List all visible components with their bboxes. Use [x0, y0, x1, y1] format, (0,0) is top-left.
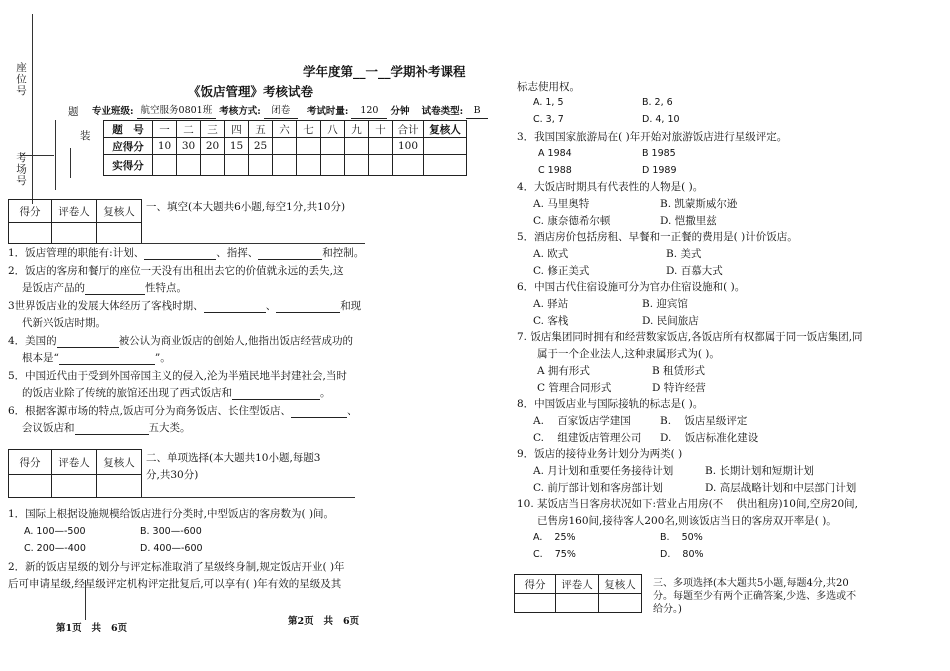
q6-text-c: 会议饭店和 — [22, 422, 75, 434]
q3-text-c: 和现 — [340, 300, 362, 312]
q1-text-c: 和控制。 — [322, 247, 365, 259]
q6-text-d: 五大类。 — [148, 422, 191, 434]
grader-cell[interactable] — [97, 475, 142, 498]
mc-q8-option-a[interactable]: A. 百家饭店学建国 — [533, 415, 631, 427]
mc-q3-stem: 3．我国国家旅游局在( )年开始对旅游饭店进行星级评定。 — [517, 131, 788, 143]
grader-cell[interactable] — [52, 223, 97, 244]
grader-marker-label: 评卷人 — [52, 200, 97, 223]
section2-rule — [140, 497, 355, 498]
mc-q5-option-a[interactable]: A. 欧式 — [533, 248, 569, 260]
mc-q6-option-b[interactable]: B. 迎宾馆 — [642, 298, 688, 310]
grader-marker-label: 评卷人 — [52, 450, 97, 475]
mode-value: 闭卷 — [264, 104, 298, 119]
mc-q10-stem-b: 已售房160间,接待客人200名,则该饭店当日的客房双开率是( )。 — [537, 515, 837, 527]
header-cell: 五 — [249, 121, 273, 138]
blank[interactable] — [276, 312, 340, 313]
score-cell: 25 — [249, 138, 273, 155]
mc-q9-option-a[interactable]: A. 月计划和重要任务接待计划 — [533, 465, 674, 477]
mc-q7-option-c[interactable]: C 管理合同形式 — [537, 382, 612, 394]
q5-text-c: 。 — [320, 387, 331, 399]
exam-subtitle: 《饭店管理》考核试卷 — [188, 84, 314, 99]
mc-q7-stem-a: 7. 饭店集团同时拥有和经营数家饭店,各饭店所有权都属于同一饭店集团,同 — [517, 331, 863, 343]
mc-q10-option-b[interactable]: B. 50% — [660, 532, 703, 543]
q4-text-b: 被公认为商业饭店的创始人,他指出饭店经营成功的 — [118, 335, 354, 347]
mc-q9-stem: 9．饭店的接待业务计划分为两类( ) — [517, 448, 683, 460]
q4-text-d: ”。 — [154, 352, 171, 364]
score-header-row — [104, 121, 467, 138]
fill-q5a: 5．中国近代由于受到外国帝国主义的侵入,沦为半殖民地半封建社会,当时 — [8, 370, 347, 382]
q4-text-a: 4．美国的 — [8, 335, 57, 347]
grader-reviewer-label: 复核人 — [97, 200, 142, 223]
type-value: B — [466, 104, 488, 119]
mc-q8-option-c[interactable]: C. 组建饭店管理公司 — [533, 432, 642, 444]
grader-score-label: 得分 — [9, 450, 52, 475]
mc-q9-option-b[interactable]: B. 长期计划和短期计划 — [705, 465, 814, 477]
grader-cell[interactable] — [556, 594, 599, 613]
mc-q6-option-c[interactable]: C. 客栈 — [533, 315, 569, 327]
time-unit: 分钟 — [390, 106, 410, 117]
fill-q2b — [22, 281, 187, 295]
section3-heading-a: 三、多项选择(本大题共5小题,每题4分,共20 — [653, 578, 849, 589]
mc-q4-option-c[interactable]: C. 康奈德希尔顿 — [533, 215, 611, 227]
q4-text-c: 根本是“ — [22, 352, 59, 364]
score-cell[interactable] — [424, 155, 467, 176]
exam-info-line — [92, 104, 488, 119]
score-cell: 30 — [177, 138, 201, 155]
binding-ti: 题 — [68, 106, 79, 118]
header-cell: 十 — [369, 121, 393, 138]
binding-line-2 — [55, 120, 56, 190]
mc-q6-option-d[interactable]: D. 民间旅店 — [642, 315, 699, 327]
mc-q10-option-a[interactable]: A. 25% — [533, 532, 576, 543]
mc-q6-option-a[interactable]: A. 驿站 — [533, 298, 569, 310]
grader-cell[interactable] — [52, 475, 97, 498]
grader-cell[interactable] — [515, 594, 556, 613]
mc-q4-option-d[interactable]: D. 恺撒里兹 — [660, 215, 717, 227]
q3-text-b: 、 — [265, 300, 277, 312]
mc-q10-option-d[interactable]: D. 80% — [660, 549, 704, 560]
binding-line — [32, 14, 33, 204]
grader-score-label: 得分 — [515, 575, 556, 594]
score-cell[interactable] — [225, 155, 249, 176]
time-value: 120 — [351, 104, 387, 119]
score-cell[interactable] — [297, 155, 321, 176]
fill-q4a — [8, 334, 353, 348]
score-cell — [345, 138, 369, 155]
header-cell: 四 — [225, 121, 249, 138]
score-cell: 20 — [201, 138, 225, 155]
mc-q2-option-d[interactable]: D. 4, 10 — [642, 114, 680, 125]
grader-reviewer-label: 复核人 — [97, 450, 142, 475]
fill-q5b — [22, 386, 331, 400]
binding-line-3 — [70, 148, 71, 178]
mc-q5-option-c[interactable]: C. 修正美式 — [533, 265, 590, 277]
mc-q4-stem: 4．大饭店时期具有代表性的人物是( )。 — [517, 181, 704, 193]
mc-q8-stem: 8．中国饭店业与国际接轨的标志是( )。 — [517, 398, 704, 410]
fill-q1 — [8, 246, 364, 260]
blank[interactable] — [258, 259, 322, 260]
header-cell: 题 号 — [104, 121, 153, 138]
mc-q1-option-d[interactable]: D. 400—-600 — [140, 543, 203, 554]
q1-text-a: 1．饭店管理的职能有:计划、 — [8, 247, 145, 259]
blank[interactable] — [85, 294, 145, 295]
fill-q4b — [22, 351, 171, 365]
section2-heading-b: 分,共30分) — [146, 469, 199, 481]
mc-q8-option-b[interactable]: B. 饭店星级评定 — [660, 415, 748, 427]
q5-text-b: 的饭店业除了传统的旅馆还出现了西式饭店和 — [22, 387, 232, 399]
blank[interactable] — [59, 364, 155, 365]
mc-q9-option-d[interactable]: D. 高层战略计划和中层部门计划 — [705, 482, 857, 494]
mc-q2-option-b[interactable]: B. 2, 6 — [642, 97, 673, 108]
score-table — [103, 120, 467, 176]
score-cell[interactable] — [153, 155, 177, 176]
blank[interactable] — [144, 259, 216, 260]
score-cell: 15 — [225, 138, 249, 155]
blank[interactable] — [291, 417, 347, 418]
header-cell: 六 — [273, 121, 297, 138]
section3-heading-b: 分。每题至少有两个正确答案,少选、多选或不 — [653, 591, 857, 602]
mc-q7-stem-b: 属于一个企业法人,这种隶属形式为( )。 — [537, 348, 720, 360]
q2-text-b: 是饭店产品的 — [22, 282, 85, 294]
score-cell — [321, 138, 345, 155]
grader-marker-label: 评卷人 — [556, 575, 599, 594]
mc-q2-stem-b: 后可申请星级,经星级评定机构评定批复后,可以享有( )年有效的星级及其 — [8, 578, 342, 590]
score-cell[interactable] — [177, 155, 201, 176]
section3-heading-c: 给分。) — [653, 604, 682, 615]
blank[interactable] — [204, 312, 266, 313]
score-cell: 10 — [153, 138, 177, 155]
row-label: 应得分 — [104, 138, 153, 155]
score-cell[interactable] — [321, 155, 345, 176]
q1-text-b: 、指挥、 — [216, 247, 259, 259]
type-label: 试卷类型: — [421, 106, 464, 117]
grader-reviewer-label: 复核人 — [599, 575, 642, 594]
exam-title: 学年度第__一__学期补考课程 — [303, 64, 466, 79]
fill-q6b — [22, 421, 191, 435]
fill-q3a — [8, 299, 361, 313]
mc-q9-option-c[interactable]: C. 前厅部计划和客房部计划 — [533, 482, 663, 494]
mc-q3-option-d[interactable]: D 1989 — [642, 165, 677, 176]
row-label: 实得分 — [104, 155, 153, 176]
mc-q3-option-c[interactable]: C 1988 — [538, 165, 572, 176]
score-cell — [273, 138, 297, 155]
score-cell — [424, 138, 467, 155]
score-cell[interactable] — [393, 155, 424, 176]
grader-box-1 — [8, 199, 142, 244]
mc-q3-option-b[interactable]: B 1985 — [642, 148, 676, 159]
score-cell — [297, 138, 321, 155]
mc-q7-option-b[interactable]: B 租赁形式 — [652, 365, 706, 377]
mc-q2-option-c[interactable]: C. 3, 7 — [533, 114, 564, 125]
score-cell[interactable] — [201, 155, 225, 176]
mc-q4-option-b[interactable]: B. 凯蒙斯威尔逊 — [660, 198, 738, 210]
mc-q2-stem-c: 标志使用权。 — [517, 81, 580, 93]
grader-box-2 — [8, 449, 142, 498]
fill-q3b: 代新兴饭店时期。 — [22, 317, 106, 329]
grader-cell[interactable] — [97, 223, 142, 244]
score-cell[interactable] — [369, 155, 393, 176]
blank[interactable] — [57, 347, 119, 348]
exam-room-label: 考场号 — [15, 152, 27, 187]
mc-q7-option-d[interactable]: D 特许经营 — [652, 382, 706, 394]
score-cell: 100 — [393, 138, 424, 155]
section1-heading: 一、填空(本大题共6小题,每空1分,共10分) — [146, 201, 346, 213]
seat-number-label: 座位号 — [15, 62, 27, 97]
mc-q8-option-d[interactable]: D. 饭店标准化建设 — [660, 432, 759, 444]
actual-score-row — [104, 155, 467, 176]
grader-cell[interactable] — [9, 223, 52, 244]
score-cell[interactable] — [345, 155, 369, 176]
mc-q1-stem: 1．国际上根据设施规模给饭店进行分类时,中型饭店的客房数为( )间。 — [8, 508, 335, 520]
mc-q10-stem-a: 10. 某饭店当日客房状况如下:营业占用房(不 供出租房)10间,空房20间, — [517, 498, 859, 510]
mc-q5-option-d[interactable]: D. 百慕大式 — [666, 265, 723, 277]
mode-label: 考核方式: — [219, 106, 261, 117]
mc-q7-option-a[interactable]: A 拥有形式 — [537, 365, 590, 377]
header-cell: 一 — [153, 121, 177, 138]
binding-tick — [20, 155, 54, 156]
mc-q1-option-a[interactable]: A. 100—-500 — [24, 526, 86, 537]
major-label: 专业班级: — [92, 106, 134, 117]
mc-q10-option-c[interactable]: C. 75% — [533, 549, 576, 560]
grader-box-3 — [514, 574, 642, 613]
q3-text-a: 3世界饭店业的发展大体经历了客栈时期、 — [8, 300, 204, 312]
mc-q1-option-b[interactable]: B. 300—-600 — [140, 526, 202, 537]
q6-text-a: 6．根据客源市场的特点,饭店可分为商务饭店、长住型饭店、 — [8, 405, 292, 417]
page2-footer: 第2页 共 6页 — [288, 616, 360, 627]
mc-q1-option-c[interactable]: C. 200—-400 — [24, 543, 86, 554]
mc-q5-stem: 5．酒店房价包括房租、早餐和一正餐的费用是( )计价饭店。 — [517, 231, 798, 243]
score-cell[interactable] — [273, 155, 297, 176]
header-cell: 合计 — [393, 121, 424, 138]
blank[interactable] — [232, 399, 320, 400]
q2-text-c: 性特点。 — [145, 282, 187, 294]
page1-footer: 第1页 共 6页 — [56, 623, 128, 634]
header-cell: 九 — [345, 121, 369, 138]
expected-score-row — [104, 138, 467, 155]
mc-q3-option-a[interactable]: A 1984 — [538, 148, 572, 159]
q6-text-b: 、 — [347, 405, 358, 417]
mc-q2-stem-a: 2．新的饭店星级的划分与评定标准取消了星级终身制,规定饭店开业( )年 — [8, 561, 345, 573]
major-value: 航空服务0801班 — [137, 104, 217, 119]
time-label: 考试时量: — [306, 106, 349, 117]
fill-q6a — [8, 404, 358, 418]
section1-rule — [140, 243, 365, 244]
header-cell: 二 — [177, 121, 201, 138]
binding-zhuang: 装 — [80, 130, 91, 142]
grader-score-label: 得分 — [9, 200, 52, 223]
grader-cell[interactable] — [9, 475, 52, 498]
mc-q2-option-a[interactable]: A. 1, 5 — [533, 97, 564, 108]
header-cell: 七 — [297, 121, 321, 138]
mc-q4-option-a[interactable]: A. 马里奥特 — [533, 198, 590, 210]
score-cell — [369, 138, 393, 155]
grader-cell[interactable] — [599, 594, 642, 613]
score-cell[interactable] — [249, 155, 273, 176]
section2-heading-a: 二、单项选择(本大题共10小题,每题3 — [146, 452, 321, 464]
blank[interactable] — [75, 434, 149, 435]
mc-q6-stem: 6．中国古代住宿设施可分为官办住宿设施和( )。 — [517, 281, 746, 293]
fill-q2a: 2．饭店的客房和餐厅的座位一天没有出租出去它的价值就永远的丢失,这 — [8, 265, 344, 277]
header-cell: 八 — [321, 121, 345, 138]
header-cell: 复核人 — [424, 121, 467, 138]
header-cell: 三 — [201, 121, 225, 138]
mc-q5-option-b[interactable]: B. 美式 — [666, 248, 702, 260]
